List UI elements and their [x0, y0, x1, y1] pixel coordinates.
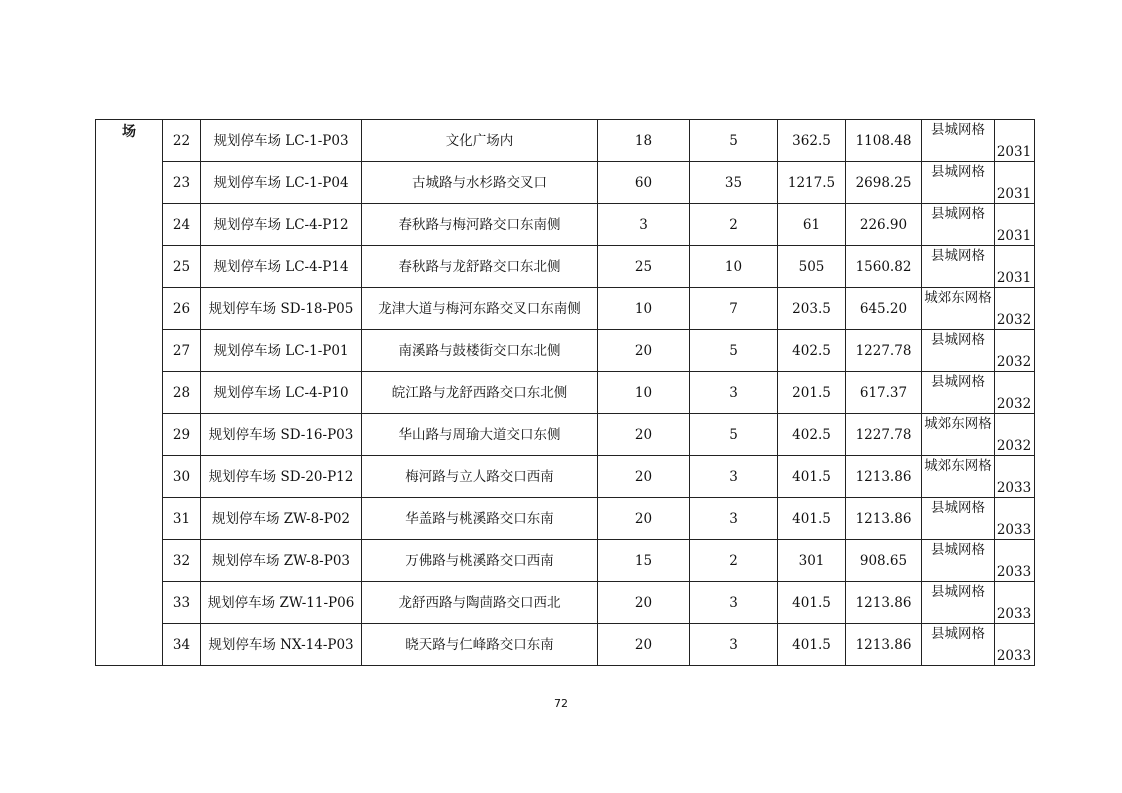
region-cell: 县城网格: [931, 542, 985, 558]
region-cell: 城郊东网格: [924, 416, 992, 432]
location-cell: 南溪路与鼓楼街交口东北侧: [362, 330, 598, 372]
value-a-cell: 15: [598, 540, 690, 582]
region-cell: 县城网格: [931, 332, 985, 348]
location-cell: 春秋路与梅河路交口东南侧: [362, 204, 598, 246]
value-b-cell: 3: [690, 456, 778, 498]
value-b-cell: 2: [690, 540, 778, 582]
parking-plan-table: [95, 119, 1035, 666]
value-c-cell: 61: [778, 204, 846, 246]
value-c-cell: 401.5: [778, 582, 846, 624]
row-number-cell: 22: [163, 120, 201, 162]
parking-name-cell: 规划停车场 LC-1-P04: [201, 162, 362, 204]
year-cell: 2033: [996, 564, 1032, 580]
parking-name-cell: 规划停车场 NX-14-P03: [201, 624, 362, 666]
table-row: [96, 204, 1035, 246]
value-b-cell: 5: [690, 120, 778, 162]
grid-year-cell: [922, 582, 1035, 624]
year-cell: 2031: [996, 270, 1032, 286]
grid-year-cell: [922, 414, 1035, 456]
table-body: [96, 120, 1035, 666]
value-a-cell: 10: [598, 372, 690, 414]
year-cell: 2031: [996, 186, 1032, 202]
value-c-cell: 203.5: [778, 288, 846, 330]
value-c-cell: 401.5: [778, 498, 846, 540]
value-b-cell: 2: [690, 204, 778, 246]
value-a-cell: 10: [598, 288, 690, 330]
location-cell: 古城路与水杉路交叉口: [362, 162, 598, 204]
table-row: [96, 372, 1035, 414]
value-d-cell: 1227.78: [846, 414, 922, 456]
value-d-cell: 2698.25: [846, 162, 922, 204]
parking-name-cell: 规划停车场 LC-4-P14: [201, 246, 362, 288]
row-number-cell: 24: [163, 204, 201, 246]
value-b-cell: 3: [690, 624, 778, 666]
value-b-cell: 7: [690, 288, 778, 330]
grid-year-cell: [922, 204, 1035, 246]
value-a-cell: 20: [598, 624, 690, 666]
grid-year-cell: [922, 162, 1035, 204]
row-number-cell: 23: [163, 162, 201, 204]
value-b-cell: 10: [690, 246, 778, 288]
grid-year-cell: [922, 246, 1035, 288]
value-c-cell: 401.5: [778, 456, 846, 498]
value-a-cell: 18: [598, 120, 690, 162]
value-d-cell: 1213.86: [846, 624, 922, 666]
value-d-cell: 617.37: [846, 372, 922, 414]
page-number: 72: [554, 697, 568, 710]
year-cell: 2032: [996, 396, 1032, 412]
category-cell: 场: [96, 120, 163, 666]
year-cell: 2032: [996, 438, 1032, 454]
value-a-cell: 3: [598, 204, 690, 246]
location-cell: 春秋路与龙舒路交口东北侧: [362, 246, 598, 288]
year-cell: 2031: [996, 228, 1032, 244]
value-b-cell: 3: [690, 372, 778, 414]
grid-year-cell: [922, 498, 1035, 540]
row-number-cell: 34: [163, 624, 201, 666]
location-cell: 皖江路与龙舒西路交口东北侧: [362, 372, 598, 414]
location-cell: 龙舒西路与陶茴路交口西北: [362, 582, 598, 624]
value-d-cell: 1213.86: [846, 456, 922, 498]
year-cell: 2032: [996, 312, 1032, 328]
table-row: [96, 120, 1035, 162]
parking-name-cell: 规划停车场 LC-4-P10: [201, 372, 362, 414]
value-a-cell: 20: [598, 330, 690, 372]
region-cell: 城郊东网格: [924, 290, 992, 306]
row-number-cell: 26: [163, 288, 201, 330]
value-b-cell: 5: [690, 330, 778, 372]
row-number-cell: 28: [163, 372, 201, 414]
value-d-cell: 1213.86: [846, 498, 922, 540]
grid-year-cell: [922, 624, 1035, 666]
region-cell: 城郊东网格: [924, 458, 992, 474]
value-c-cell: 401.5: [778, 624, 846, 666]
parking-name-cell: 规划停车场 SD-18-P05: [201, 288, 362, 330]
value-d-cell: 1108.48: [846, 120, 922, 162]
row-number-cell: 25: [163, 246, 201, 288]
value-d-cell: 908.65: [846, 540, 922, 582]
table-row: [96, 288, 1035, 330]
location-cell: 万佛路与桃溪路交口西南: [362, 540, 598, 582]
value-a-cell: 25: [598, 246, 690, 288]
grid-year-cell: [922, 120, 1035, 162]
value-d-cell: 1560.82: [846, 246, 922, 288]
value-a-cell: 20: [598, 456, 690, 498]
year-cell: 2032: [996, 354, 1032, 370]
table-row: [96, 582, 1035, 624]
value-c-cell: 402.5: [778, 330, 846, 372]
row-number-cell: 29: [163, 414, 201, 456]
value-d-cell: 1227.78: [846, 330, 922, 372]
value-d-cell: 226.90: [846, 204, 922, 246]
parking-name-cell: 规划停车场 LC-1-P01: [201, 330, 362, 372]
value-b-cell: 3: [690, 498, 778, 540]
value-d-cell: 1213.86: [846, 582, 922, 624]
location-cell: 华盖路与桃溪路交口东南: [362, 498, 598, 540]
parking-name-cell: 规划停车场 ZW-8-P03: [201, 540, 362, 582]
year-cell: 2033: [996, 648, 1032, 664]
value-b-cell: 35: [690, 162, 778, 204]
year-cell: 2033: [996, 606, 1032, 622]
value-c-cell: 1217.5: [778, 162, 846, 204]
value-a-cell: 20: [598, 582, 690, 624]
value-c-cell: 402.5: [778, 414, 846, 456]
region-cell: 县城网格: [931, 626, 985, 642]
table-row: [96, 330, 1035, 372]
value-b-cell: 5: [690, 414, 778, 456]
grid-year-cell: [922, 288, 1035, 330]
table-row: [96, 246, 1035, 288]
location-cell: 梅河路与立人路交口西南: [362, 456, 598, 498]
year-cell: 2031: [996, 144, 1032, 160]
parking-name-cell: 规划停车场 LC-4-P12: [201, 204, 362, 246]
parking-plan-table-container: [95, 119, 1035, 666]
region-cell: 县城网格: [931, 584, 985, 600]
table-row: [96, 540, 1035, 582]
value-d-cell: 645.20: [846, 288, 922, 330]
grid-year-cell: [922, 456, 1035, 498]
parking-name-cell: 规划停车场 SD-20-P12: [201, 456, 362, 498]
table-row: [96, 414, 1035, 456]
table-row: [96, 162, 1035, 204]
value-c-cell: 201.5: [778, 372, 846, 414]
grid-year-cell: [922, 372, 1035, 414]
value-a-cell: 60: [598, 162, 690, 204]
parking-name-cell: 规划停车场 SD-16-P03: [201, 414, 362, 456]
row-number-cell: 32: [163, 540, 201, 582]
row-number-cell: 30: [163, 456, 201, 498]
value-a-cell: 20: [598, 498, 690, 540]
year-cell: 2033: [996, 480, 1032, 496]
table-row: [96, 456, 1035, 498]
region-cell: 县城网格: [931, 248, 985, 264]
region-cell: 县城网格: [931, 500, 985, 516]
location-cell: 华山路与周瑜大道交口东侧: [362, 414, 598, 456]
location-cell: 龙津大道与梅河东路交叉口东南侧: [362, 288, 598, 330]
table-row: [96, 498, 1035, 540]
parking-name-cell: 规划停车场 ZW-11-P06: [201, 582, 362, 624]
value-b-cell: 3: [690, 582, 778, 624]
year-cell: 2033: [996, 522, 1032, 538]
location-cell: 晓天路与仁峰路交口东南: [362, 624, 598, 666]
parking-name-cell: 规划停车场 ZW-8-P02: [201, 498, 362, 540]
table-row: [96, 624, 1035, 666]
value-c-cell: 505: [778, 246, 846, 288]
region-cell: 县城网格: [931, 206, 985, 222]
grid-year-cell: [922, 540, 1035, 582]
value-c-cell: 301: [778, 540, 846, 582]
value-a-cell: 20: [598, 414, 690, 456]
region-cell: 县城网格: [931, 164, 985, 180]
parking-name-cell: 规划停车场 LC-1-P03: [201, 120, 362, 162]
row-number-cell: 31: [163, 498, 201, 540]
grid-year-cell: [922, 330, 1035, 372]
location-cell: 文化广场内: [362, 120, 598, 162]
value-c-cell: 362.5: [778, 120, 846, 162]
region-cell: 县城网格: [931, 374, 985, 390]
row-number-cell: 27: [163, 330, 201, 372]
region-cell: 县城网格: [931, 122, 985, 138]
row-number-cell: 33: [163, 582, 201, 624]
